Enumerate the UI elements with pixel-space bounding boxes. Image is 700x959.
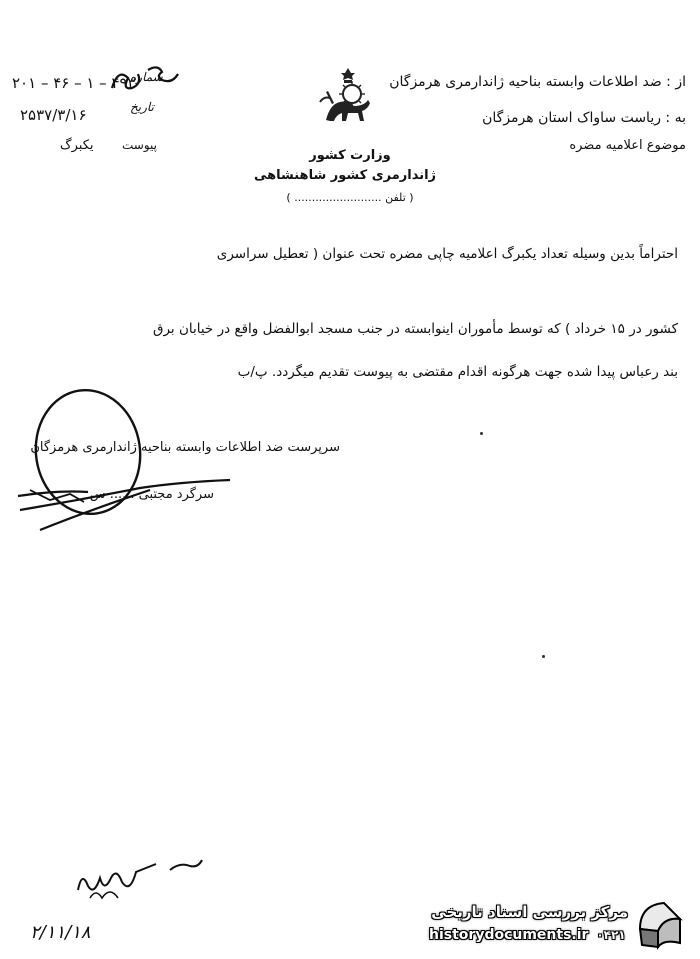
ministry-title: وزارت کشور (309, 148, 391, 163)
watermark-org-name: مرکز بررسی اسناد تاریخی (431, 903, 628, 921)
body-line-2: کشور در ۱۵ خرداد ) که توسط مأموران اینوابسته در جنب مسجد ابوالفضل واقع در خیابان برق (152, 321, 678, 337)
document-number: ۲۰۱ – ۴۶ – ۱ – ۴۹۳ (12, 74, 136, 92)
gendarmerie-title: ژاندارمری کشور شاهنشاهی (253, 168, 437, 183)
archive-watermark (405, 895, 690, 955)
watermark-doc-code: ۰۴۲۱ (596, 928, 626, 942)
date-value: ۲۵۳۷/۳/۱۶ (20, 106, 87, 124)
watermark-url (429, 927, 626, 943)
date-label: تاریخ (130, 100, 154, 114)
attachment-label: پیوست (122, 138, 157, 152)
speck-mark (542, 655, 545, 658)
body-line-3: بند رعباس پیدا شده جهت هرگونه اقدام مقتضی به پیوست تقدیم میگردد. پ/ب (237, 364, 678, 380)
watermark-url-text: historydocuments.ir (429, 927, 589, 943)
body-line-1: احتراماً بدین وسیله تعداد یکبرگ اعلامیه چاپی مضره تحت عنوان ( تعطیل سراسری (216, 246, 678, 262)
archive-logo-icon (634, 899, 686, 951)
signature-title: سرپرست ضد اطلاعات وابسته بناحیه ژاندارمری هرمزگان (30, 440, 340, 455)
number-label: شماره (130, 70, 163, 84)
lion-and-sun-emblem-icon (318, 66, 378, 128)
speck-mark (480, 432, 483, 435)
to-line: به : ریاست ساواک استان هرمزگان (482, 110, 686, 126)
subject-line: موضوع اعلامیه مضره (569, 138, 686, 153)
handwritten-number-scribble-icon (108, 60, 182, 96)
handwritten-number: ۲/۱۱/۱۸ (30, 922, 91, 943)
from-line: از : ضد اطلاعات وابسته بناحیه ژاندارمری هرمزگان (389, 74, 686, 90)
phone-line: ( تلفن ......................... ) (286, 191, 414, 204)
attachment-value: یکبرگ (60, 138, 94, 153)
handwritten-note-scribble-icon (70, 850, 220, 910)
signature-stamp-scribble-icon (0, 380, 260, 550)
signature-name: سرگرد مجتبی ...... س (89, 487, 214, 502)
document-number-block (8, 60, 178, 96)
